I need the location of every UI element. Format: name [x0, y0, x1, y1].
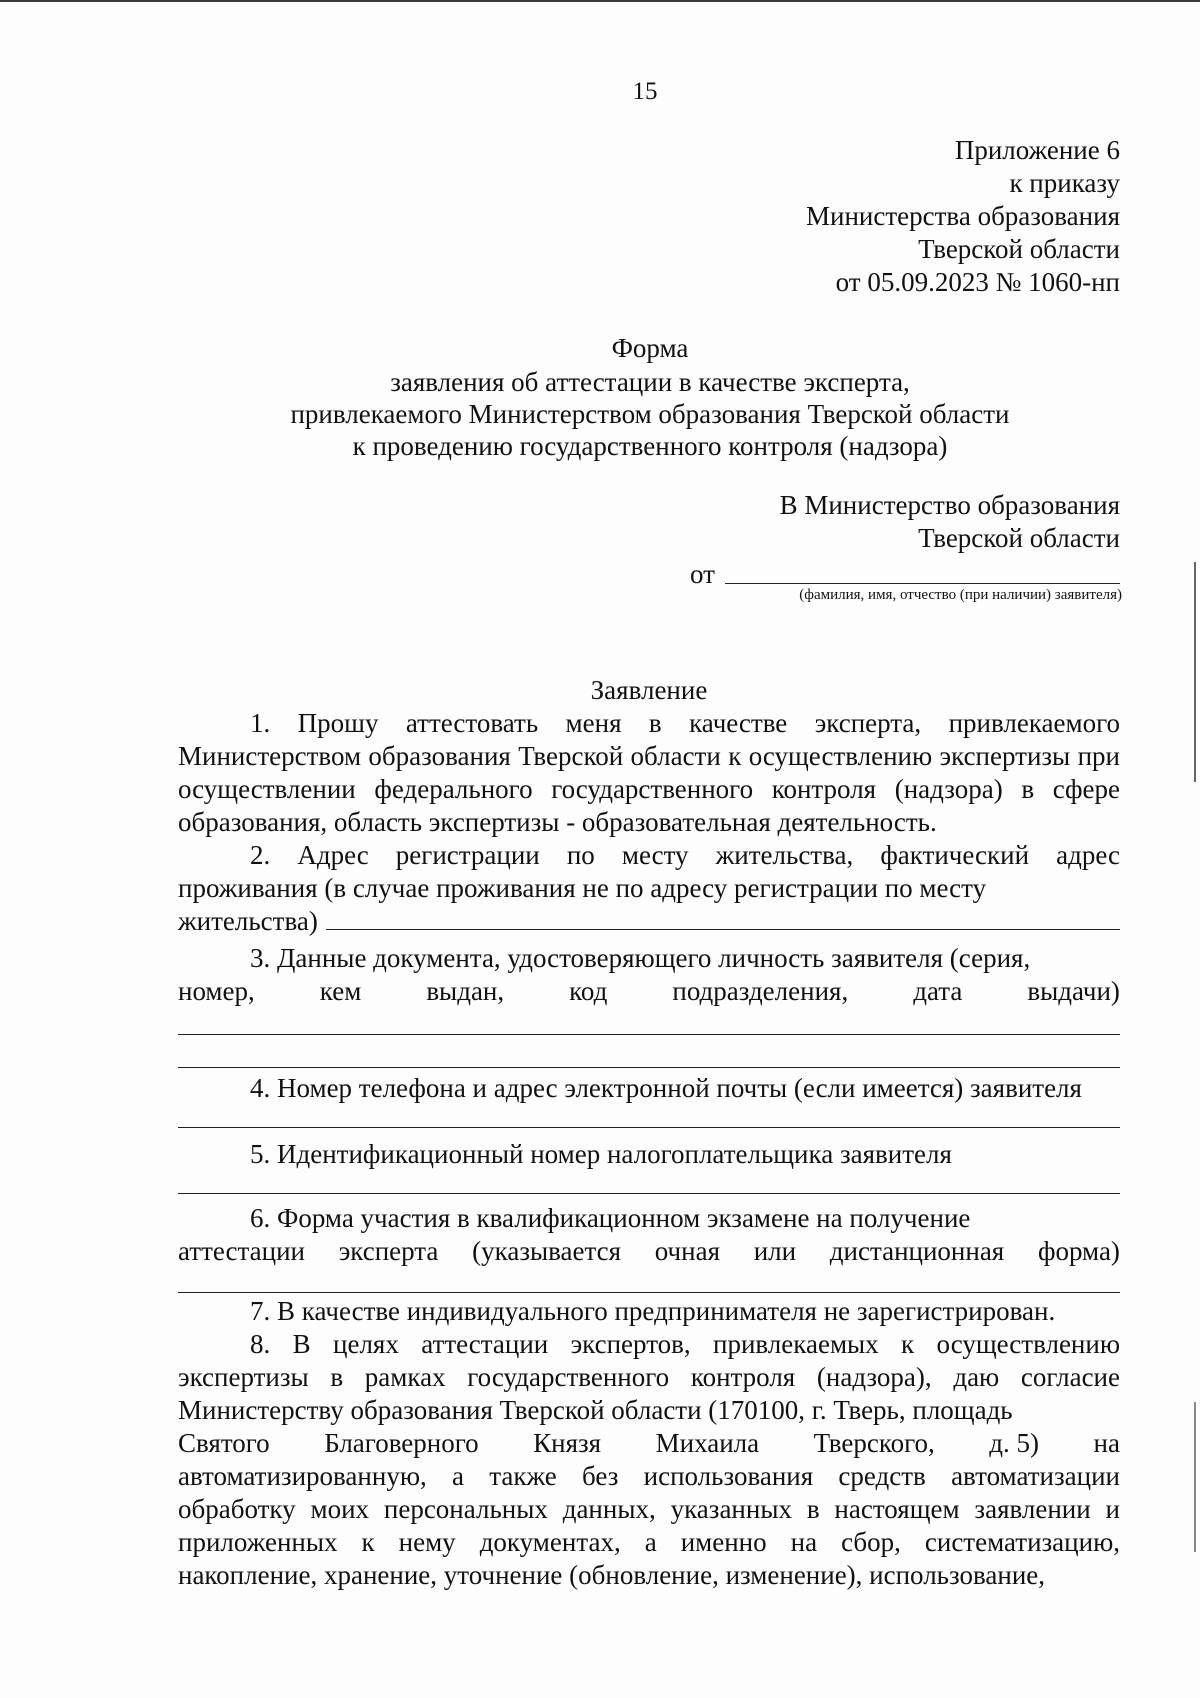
from-hint: (фамилия, имя, отчество (при наличии) заявителя)	[799, 587, 1122, 603]
from-row	[690, 559, 1120, 589]
scan-edge-mark	[1194, 562, 1196, 782]
item-3-word: кем	[319, 976, 362, 1006]
item-8-word: Тверского,	[813, 1428, 935, 1458]
address-field[interactable]	[326, 929, 1120, 930]
item-3: 3. Данные документа, удостоверяющего личность заявителя (серия,	[250, 943, 1031, 973]
item-2-tail: жительства)	[178, 906, 318, 936]
item-3-words	[178, 975, 1120, 1008]
item-3-word: код	[569, 976, 608, 1006]
item-3-word: подразделения,	[672, 976, 849, 1006]
form-title	[180, 332, 1120, 462]
page-number: 15	[632, 78, 658, 105]
identity-document-field-2[interactable]	[178, 1067, 1120, 1068]
phone-email-field[interactable]	[178, 1127, 1120, 1128]
item-6-word: форма)	[1037, 1236, 1120, 1266]
item-2: 2. Адрес регистрации по месту жительства, фактический адрес проживания (в случае проживания не по адресу регистрации по месту	[178, 840, 1120, 903]
item-8-word: Святого	[178, 1428, 270, 1458]
item-6-words	[178, 1235, 1120, 1268]
form-title-line: заявления об аттестации в качестве эксперта,	[390, 367, 910, 397]
inn-field[interactable]	[178, 1193, 1120, 1194]
applicant-name-field[interactable]	[725, 583, 1120, 584]
item-6-word: дистанционная	[829, 1236, 1005, 1266]
item-1: 1. Прошу аттестовать меня в качестве эксперта, привлекаемого Министерством образования Тверской области к осуществлению экспертизы при осуществлении федерального государственного контроля (надзора) в сфере образования, область экспертизы - образовательная деятельность.	[178, 708, 1120, 837]
item-8-word: на	[1093, 1428, 1120, 1458]
item-2-row	[178, 905, 1120, 938]
item-5: 5. Идентификационный номер налогоплательщика заявителя	[250, 1139, 952, 1169]
addressee-line: Тверской области	[918, 523, 1120, 553]
item-3-word: номер,	[178, 976, 255, 1006]
item-8-word: Благоверного	[324, 1428, 479, 1458]
item-6: 6. Форма участия в квалификационном экзамене на получение	[250, 1203, 971, 1233]
addressee-block	[780, 489, 1120, 555]
form-title-line: привлекаемого Министерством образования Тверской области	[290, 399, 1010, 429]
appendix-line: к приказу	[1009, 168, 1120, 198]
appendix-line: Министерства образования	[806, 201, 1120, 231]
item-8: 8. В целях аттестации экспертов, привлекаемых к осуществлению экспертизы в рамках государственного контроля (надзора), даю согласие Министерству образования Тверской области (170100, г. Тверь, площадь	[178, 1329, 1120, 1425]
statement-heading: Заявление	[590, 675, 708, 705]
item-6-word: эксперта	[338, 1236, 439, 1266]
item-6-word: очная	[654, 1236, 720, 1266]
form-title-line: к проведению государственного контроля (надзора)	[352, 431, 948, 461]
item-8-word: Михаила	[655, 1428, 760, 1458]
from-label: от	[690, 559, 715, 589]
item-6-word: (указывается	[472, 1236, 622, 1266]
item-7: 7. В качестве индивидуального предпринимателя не зарегистрирован.	[250, 1296, 1056, 1326]
appendix-block	[806, 134, 1120, 299]
statement-body	[178, 674, 1120, 1592]
appendix-line: от 05.09.2023 № 1060-нп	[835, 267, 1120, 297]
item-4: 4. Номер телефона и адрес электронной почты (если имеется) заявителя	[250, 1073, 1082, 1103]
item-6-word: или	[753, 1236, 797, 1266]
exam-form-field[interactable]	[178, 1292, 1120, 1293]
item-8-word: д. 5)	[989, 1428, 1039, 1458]
item-8-words	[178, 1427, 1120, 1460]
item-3-word: выдачи)	[1027, 976, 1120, 1006]
item-8-word: Князя	[533, 1428, 602, 1458]
item-3-word: выдан,	[426, 976, 505, 1006]
appendix-line: Приложение 6	[954, 135, 1120, 165]
item-3-word: дата	[913, 976, 963, 1006]
form-title-head: Форма	[611, 333, 689, 363]
addressee-line: В Министерство образования	[779, 490, 1120, 520]
scan-edge-mark	[1194, 1402, 1196, 1552]
item-8-continued: автоматизированную, а также без использования средств автоматизации обработку моих персональных данных, указанных в настоящем заявлении и приложенных к нему документах, а именно на сбор, систематизацию, накопление, хранение, уточнение (обновление, изменение), использование,	[178, 1461, 1120, 1590]
item-6-word: аттестации	[178, 1236, 305, 1266]
identity-document-field[interactable]	[178, 1034, 1120, 1035]
appendix-line: Тверской области	[918, 234, 1120, 264]
